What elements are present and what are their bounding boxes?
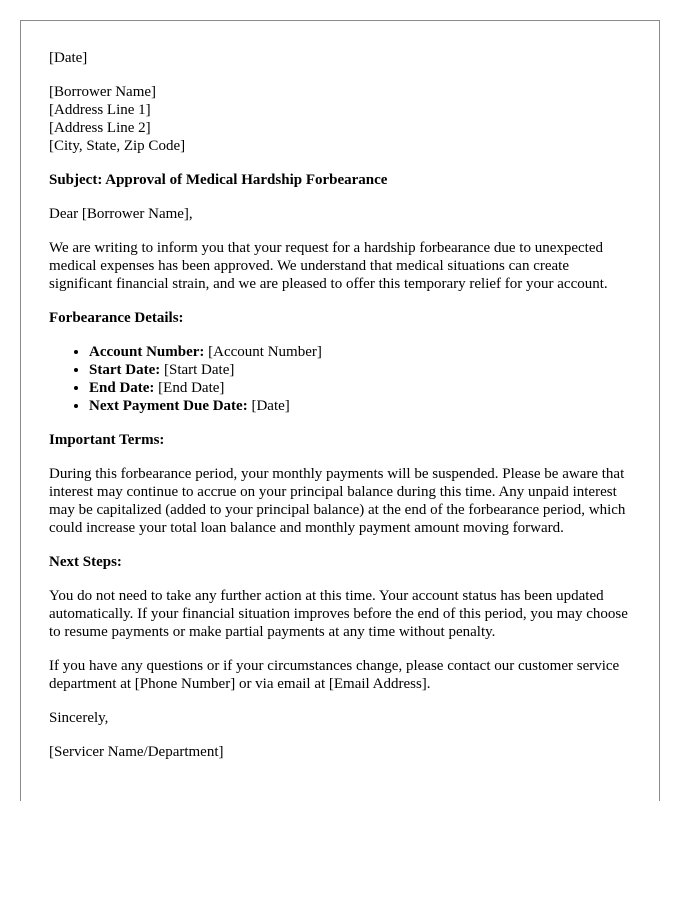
signature: [Servicer Name/Department] — [49, 744, 224, 760]
closing: Sincerely, — [49, 710, 109, 726]
letter-subject — [49, 171, 634, 189]
letter-body — [49, 49, 634, 761]
detail-label: Start Date: — [89, 362, 161, 378]
details-list — [49, 343, 634, 415]
detail-label: Next Payment Due Date: — [89, 398, 248, 414]
contact-paragraph: If you have any questions or if your circumstances change, please contact our customer service department at [Phone Number] or via email at [Email Address]. — [49, 658, 620, 692]
next-steps-paragraph: You do not need to take any further action at this time. Your account status has been updated automatically. If your financial situation improves before the end of this period, you may choose to resume payments or make partial payments at any time without penalty. — [49, 588, 628, 640]
list-item — [89, 361, 634, 379]
next-steps-heading: Next Steps: — [49, 554, 122, 570]
salutation: Dear [Borrower Name], — [49, 206, 193, 222]
letter-page — [20, 20, 660, 801]
detail-value: [End Date] — [154, 380, 225, 396]
address-line: [City, State, Zip Code] — [49, 138, 186, 154]
letter-date: [Date] — [49, 50, 88, 66]
detail-label: Account Number: — [89, 344, 205, 360]
terms-heading: Important Terms: — [49, 432, 165, 448]
terms-paragraph: During this forbearance period, your monthly payments will be suspended. Please be aware that interest may continue to accrue on your principal balance during this time. Any unpaid interest may be capitalized (added to your principal balance) at the end of the forbearance period, which could increase your total loan balance and monthly payment amount moving forward. — [49, 466, 626, 536]
list-item — [89, 397, 634, 415]
detail-value: [Start Date] — [160, 362, 235, 378]
detail-value: [Date] — [247, 398, 290, 414]
address-line: [Borrower Name] — [49, 84, 157, 100]
subject-text: Subject: Approval of Medical Hardship Forbearance — [49, 172, 388, 188]
address-line: [Address Line 1] — [49, 102, 151, 118]
detail-label: End Date: — [89, 380, 155, 396]
intro-paragraph: We are writing to inform you that your request for a hardship forbearance due to unexpected medical expenses has been approved. We understand that medical situations can create significant financial strain, and we are pleased to offer this temporary relief for your account. — [49, 240, 608, 292]
recipient-address — [49, 83, 634, 155]
list-item — [89, 343, 634, 361]
address-line: [Address Line 2] — [49, 120, 151, 136]
details-heading: Forbearance Details: — [49, 310, 184, 326]
detail-value: [Account Number] — [204, 344, 322, 360]
list-item — [89, 379, 634, 397]
